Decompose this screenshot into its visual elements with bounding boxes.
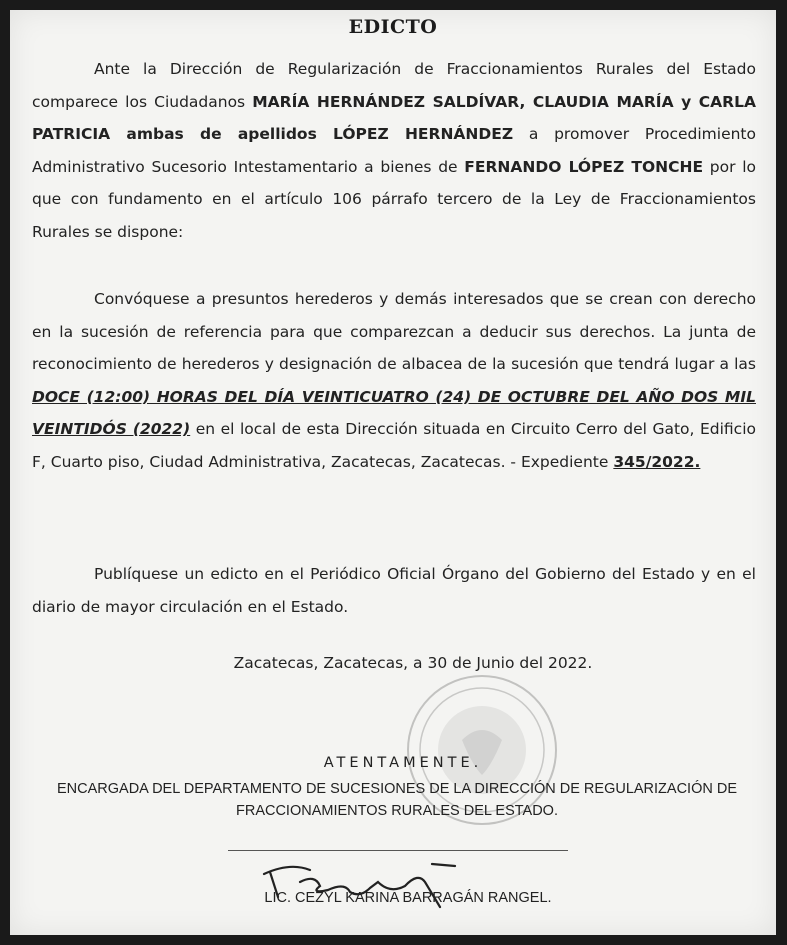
date-line: Zacatecas, Zacatecas, a 30 de Junio del 2022. [233, 654, 593, 672]
paragraph-appearance [32, 53, 756, 248]
paragraph-publication [32, 558, 756, 623]
document-page [10, 10, 776, 935]
signature-line [228, 850, 568, 851]
file-number: 345/2022. [613, 452, 701, 471]
applicant-names: MARÍA HERNÁNDEZ SALDÍVAR, CLAUDIA MARÍA y CARLA PATRICIA ambas de apellidos LÓPEZ HERNÁNDEZ [32, 92, 756, 143]
paragraph-text: Publíquese un edicto en el Periódico Oficial Órgano del Gobierno del Estado y en el diario de mayor circulación en el Estado. [32, 565, 756, 616]
paragraph-text: en el local de esta Dirección situada en Circuito Cerro del Gato, Edificio F, Cuarto piso, Ciudad Administrativa, Zacatecas, Zacatecas. - Expediente [32, 420, 756, 471]
signer-office: ENCARGADA DEL DEPARTAMENTO DE SUCESIONES DE LA DIRECCIÓN DE REGULARIZACIÓN DE FRACCIONAMIENTOS RURALES DEL ESTADO. [56, 781, 738, 819]
paragraph-summons [32, 283, 756, 478]
closing-salutation: ATENTAMENTE. [323, 755, 483, 771]
signer-name: LIC. CEZYL KARINA BARRAGÁN RANGEL. [264, 890, 552, 906]
paragraph-text: Ante la Dirección de Regularización de Fraccionamientos Rurales del Estado comparece los Ciudadanos [32, 60, 756, 111]
paragraph-text: por lo que con fundamento en el artículo 106 párrafo tercero de la Ley de Fraccionamientos Rurales se dispone: [32, 157, 756, 241]
hearing-date: DOCE (12:00) HORAS DEL DÍA VEINTICUATRO (24) DE OCTUBRE DEL AÑO DOS MIL VEINTIDÓS (2022) [32, 387, 756, 438]
document-title: EDICTO [348, 16, 438, 38]
paragraph-text: Convóquese a presuntos herederos y demás interesados que se crean con derecho en la sucesión de referencia para que comparezcan a deducir sus derechos. La junta de reconocimiento de herederos y designación de albacea de la sucesión que tendrá lugar a las [32, 290, 756, 373]
paragraph-text: a promover Procedimiento Administrativo Sucesorio Intestamentario a bienes de [32, 125, 756, 176]
deceased-name: FERNANDO LÓPEZ TONCHE [464, 157, 704, 176]
